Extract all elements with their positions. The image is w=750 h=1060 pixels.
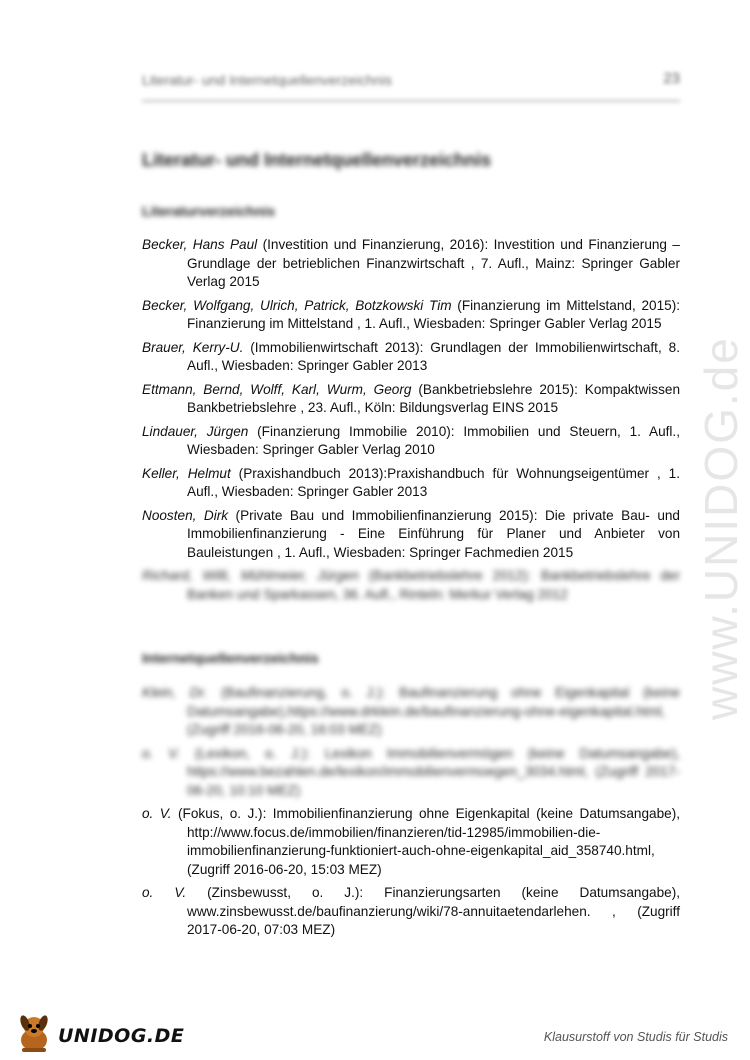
dog-mascot-icon xyxy=(14,1010,54,1054)
unidog-logo[interactable] xyxy=(14,1010,185,1056)
internet-sources-list xyxy=(142,684,680,945)
page-number: 23 xyxy=(663,70,680,87)
entry-text: (Investition und Finanzierung, 2016): Investition und Finanzierung – Grundlage der betrieblichen Finanzwirtschaft , 7. Aufl., Mainz: Springer Gabler Verlag 2015 xyxy=(187,237,680,289)
entry-text: (Private Bau und Immobilienfinanzierung 2015): Die private Bau- und Immobilienfinanzierung - Eine Einführung für Planer und Anbieter von Bauleistungen , 1. Aufl., Wiesbaden: Springer Fachmedien 2015 xyxy=(187,507,680,560)
entry-text: (Bankbetriebslehre 2012): Bankbetriebslehre der Banken und Sparkassen, 36. Aufl., Rinteln: Merkur Verlag 2012 xyxy=(187,568,680,602)
entry-author: o. V. xyxy=(142,806,172,821)
footer-tagline: Klausurstoff von Studis für Studis xyxy=(543,1030,728,1044)
entry-text: (Finanzierung Immobilie 2010): Immobilien und Steuern, 1. Aufl., Wiesbaden: Springer Gabler Verlag 2010 xyxy=(187,423,680,457)
entry-text: (Zinsbewusst, o. J.): Finanzierungsarten (keine Datumsangabe), www.zinsbewusst.de/baufinanzierung/wiki/78-annuitaetendarlehen. , (Zugriff 2017-06-20, 07:03 MEZ) xyxy=(186,885,680,937)
running-header xyxy=(142,70,680,102)
entry-author: Richard, Willi, Mühlmeier, Jürgen xyxy=(142,568,359,583)
entry-author: Becker, Hans Paul xyxy=(142,237,258,252)
entry-text: (Finanzierung im Mittelstand, 2015): Finanzierung im Mittelstand , 1. Aufl., Wiesbaden: Springer Gabler Verlag 2015 xyxy=(187,297,681,331)
literature-entry xyxy=(142,507,680,563)
literature-entry xyxy=(142,567,680,604)
entry-author: Noosten, Dirk xyxy=(142,507,229,523)
internet-heading: Internetquellenverzeichnis xyxy=(142,650,319,666)
internet-entry xyxy=(142,805,680,879)
entry-author: Brauer, Kerry-U. xyxy=(142,339,244,355)
literature-entry xyxy=(142,339,680,376)
internet-entry xyxy=(142,884,680,940)
internet-entry xyxy=(142,745,680,801)
entry-author: Ettmann, Bernd, Wolff, Karl, Wurm, Georg xyxy=(142,381,412,397)
literature-entry xyxy=(142,381,680,418)
entry-text: (Immobilienwirtschaft 2013): Grundlagen der Immobilienwirtschaft, 8. Aufl., Wiesbaden: Springer Gabler 2013 xyxy=(187,339,680,373)
entry-author: Lindauer, Jürgen xyxy=(142,423,249,439)
page-title: Literatur- und Internetquellenverzeichnis xyxy=(142,150,492,170)
watermark: www.UNIDOG.de xyxy=(695,336,747,720)
running-header-title: Literatur- und Internetquellenverzeichnis xyxy=(142,72,392,88)
entry-text: (Praxishandbuch 2013):Praxishandbuch für Wohnungseigentümer , 1. Aufl., Wiesbaden: Springer Gabler 2013 xyxy=(187,465,680,499)
literature-list xyxy=(142,236,680,609)
entry-author: o. V. xyxy=(142,885,187,900)
entry-author: Klein, Dr. xyxy=(142,685,208,700)
entry-text: (Fokus, o. J.): Immobilienfinanzierung ohne Eigenkapital (keine Datumsangabe), http://www.focus.de/immobilien/finanzieren/tid-12985/immobilien-die-immobilienfinanzierung-funktioniert-auch-ohne-eigenkapital_aid_358740.html, (Zugriff 2016-06-20, 15:03 MEZ) xyxy=(171,806,680,877)
entry-text: (Baufinanzierung, o. J.): Baufinanzierung ohne Eigenkapital (keine Datumsangabe),https://www.drklein.de/baufinanzierung-ohne-eigenkapital.html, (Zugriff 2016-06-20, 16:03 MEZ) xyxy=(187,685,680,737)
entry-author: o. V. xyxy=(142,745,181,761)
entry-author: Keller, Helmut xyxy=(142,465,231,481)
entry-text: (Bankbetriebslehre 2015): Kompaktwissen Bankbetriebslehre , 23. Aufl., Köln: Bildungsverlag EINS 2015 xyxy=(187,381,680,415)
entry-text: (Lexikon, o. J.): Lexikon Immobilienvermögen (keine Datumsangabe), https://www.bezahlen.de/lexikon/immobilienvermoegen_3034.html, (Zugriff 2017-06-20, 10:10 MEZ) xyxy=(180,745,680,798)
entry-author: Becker, Wolfgang, Ulrich, Patrick, Botzkowski Tim xyxy=(142,297,452,313)
internet-entry xyxy=(142,684,680,740)
logo-text: UNIDOG.DE xyxy=(58,1025,185,1047)
literature-heading: Literaturverzeichnis xyxy=(142,203,276,219)
literature-entry xyxy=(142,465,680,502)
literature-entry xyxy=(142,423,680,460)
literature-entry xyxy=(142,297,680,334)
literature-entry xyxy=(142,236,680,292)
